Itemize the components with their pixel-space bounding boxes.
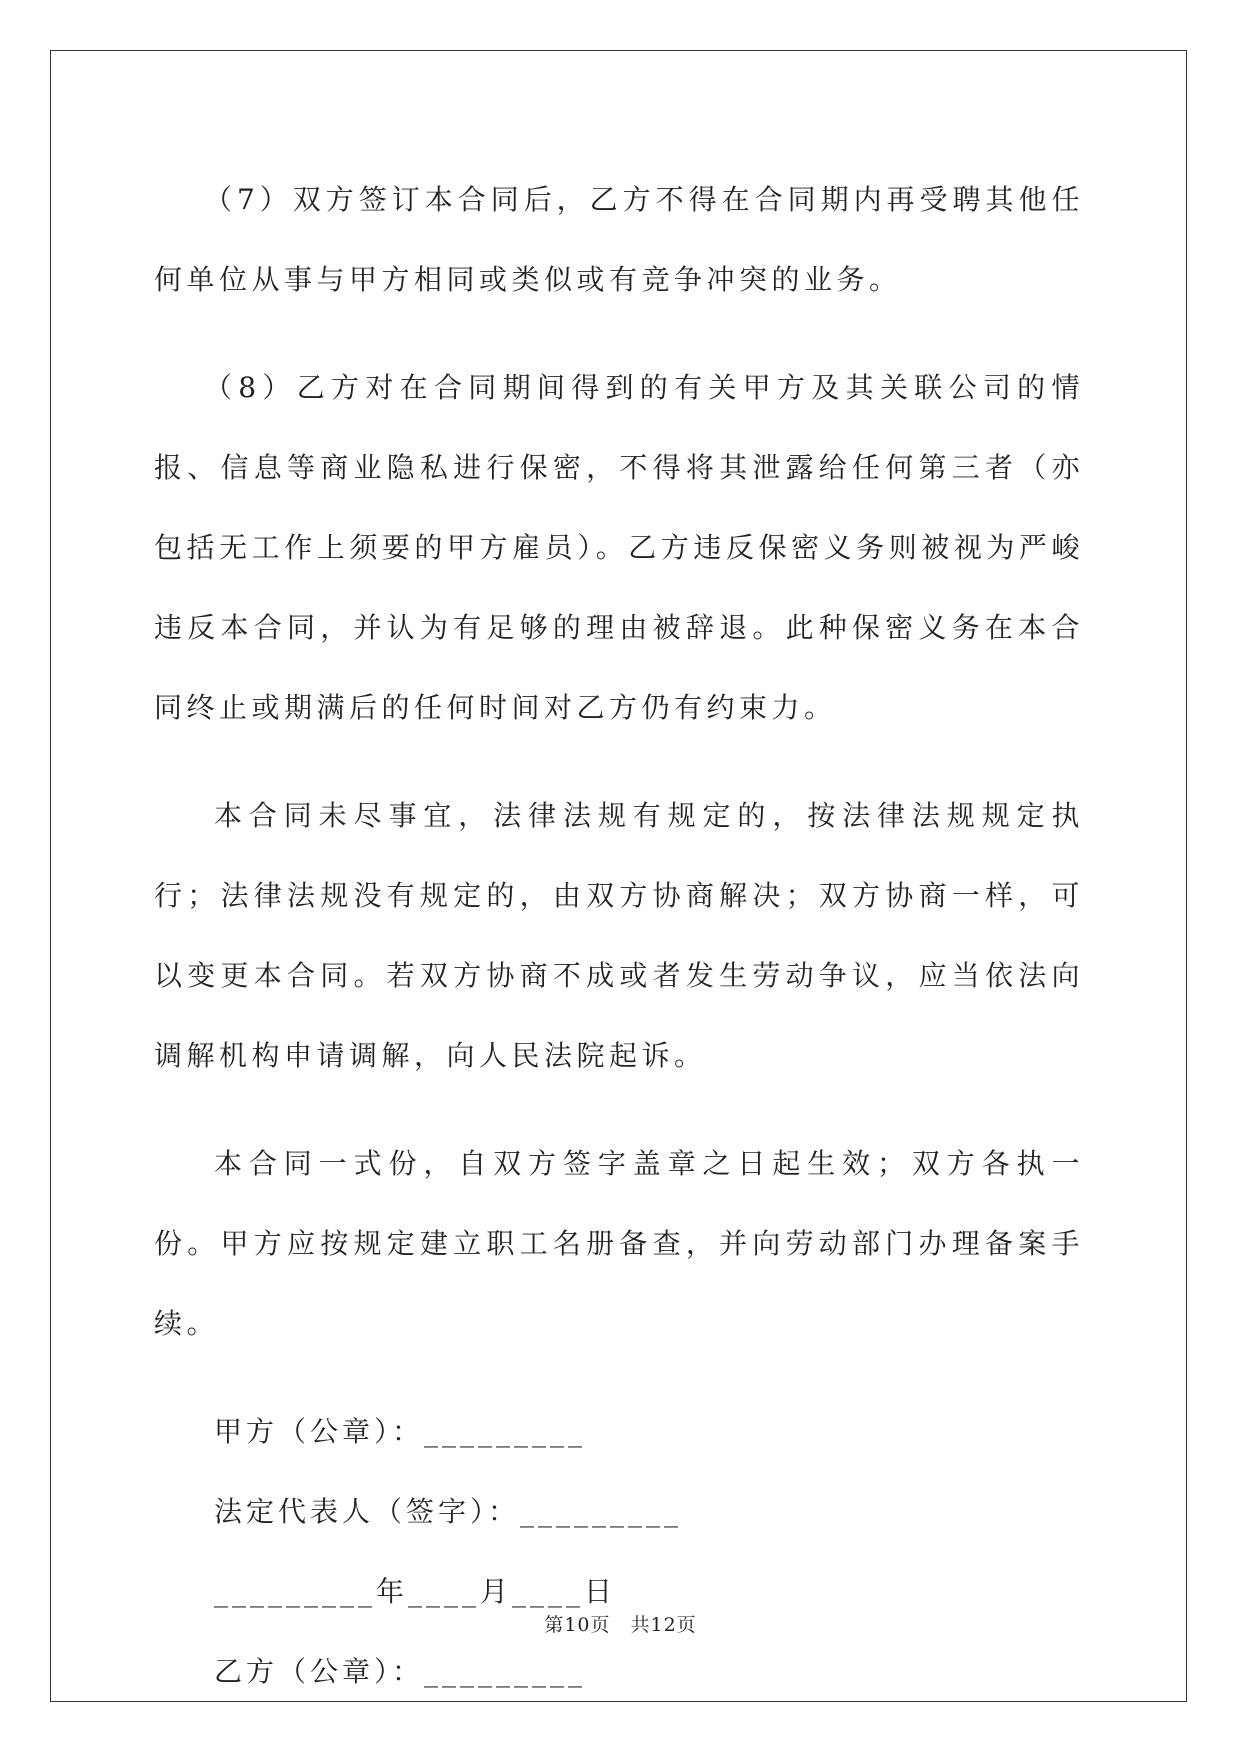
clause-8-paragraph: （8）乙方对在合同期间得到的有关甲方及其关联公司的情报、信息等商业隐私进行保密，不得将其泄露给任何第三者（亦包括无工作上须要的甲方雇员）。乙方违反保密义务则被视为严峻违反本合同，并认为有足够的理由被辞退。此种保密义务在本合同终止或期满后的任何时间对乙方仍有约束力。 xyxy=(154,371,1084,724)
page-number-footer: 第10页 共12页 xyxy=(544,1614,697,1636)
party-a-seal-line: 甲方（公章）：_________ xyxy=(214,1415,587,1448)
party-b-seal-line: 乙方（公章）：_________ xyxy=(214,1655,587,1688)
clause-7-paragraph: （7）双方签订本合同后，乙方不得在合同期内再受聘其他任何单位从事与甲方相同或类似或有竞争冲突的业务。 xyxy=(154,183,1084,296)
unresolved-matters-paragraph: 本合同未尽事宜，法律法规有规定的，按法律法规规定执行；法律法规没有规定的，由双方协商解决；双方协商一样，可以变更本合同。若双方协商不成或者发生劳动争议，应当依法向调解机构申请调解，向人民法院起诉。 xyxy=(154,799,1084,1072)
document-body xyxy=(154,160,1084,1712)
date-line: _________年____月____日 xyxy=(214,1575,617,1608)
signature-block xyxy=(154,1392,1084,1712)
contract-copies-paragraph: 本合同一式份，自双方签字盖章之日起生效；双方各执一份。甲方应按规定建立职工名册备查，并向劳动部门办理备案手续。 xyxy=(154,1147,1084,1340)
legal-representative-line: 法定代表人（签字）：_________ xyxy=(214,1495,683,1528)
